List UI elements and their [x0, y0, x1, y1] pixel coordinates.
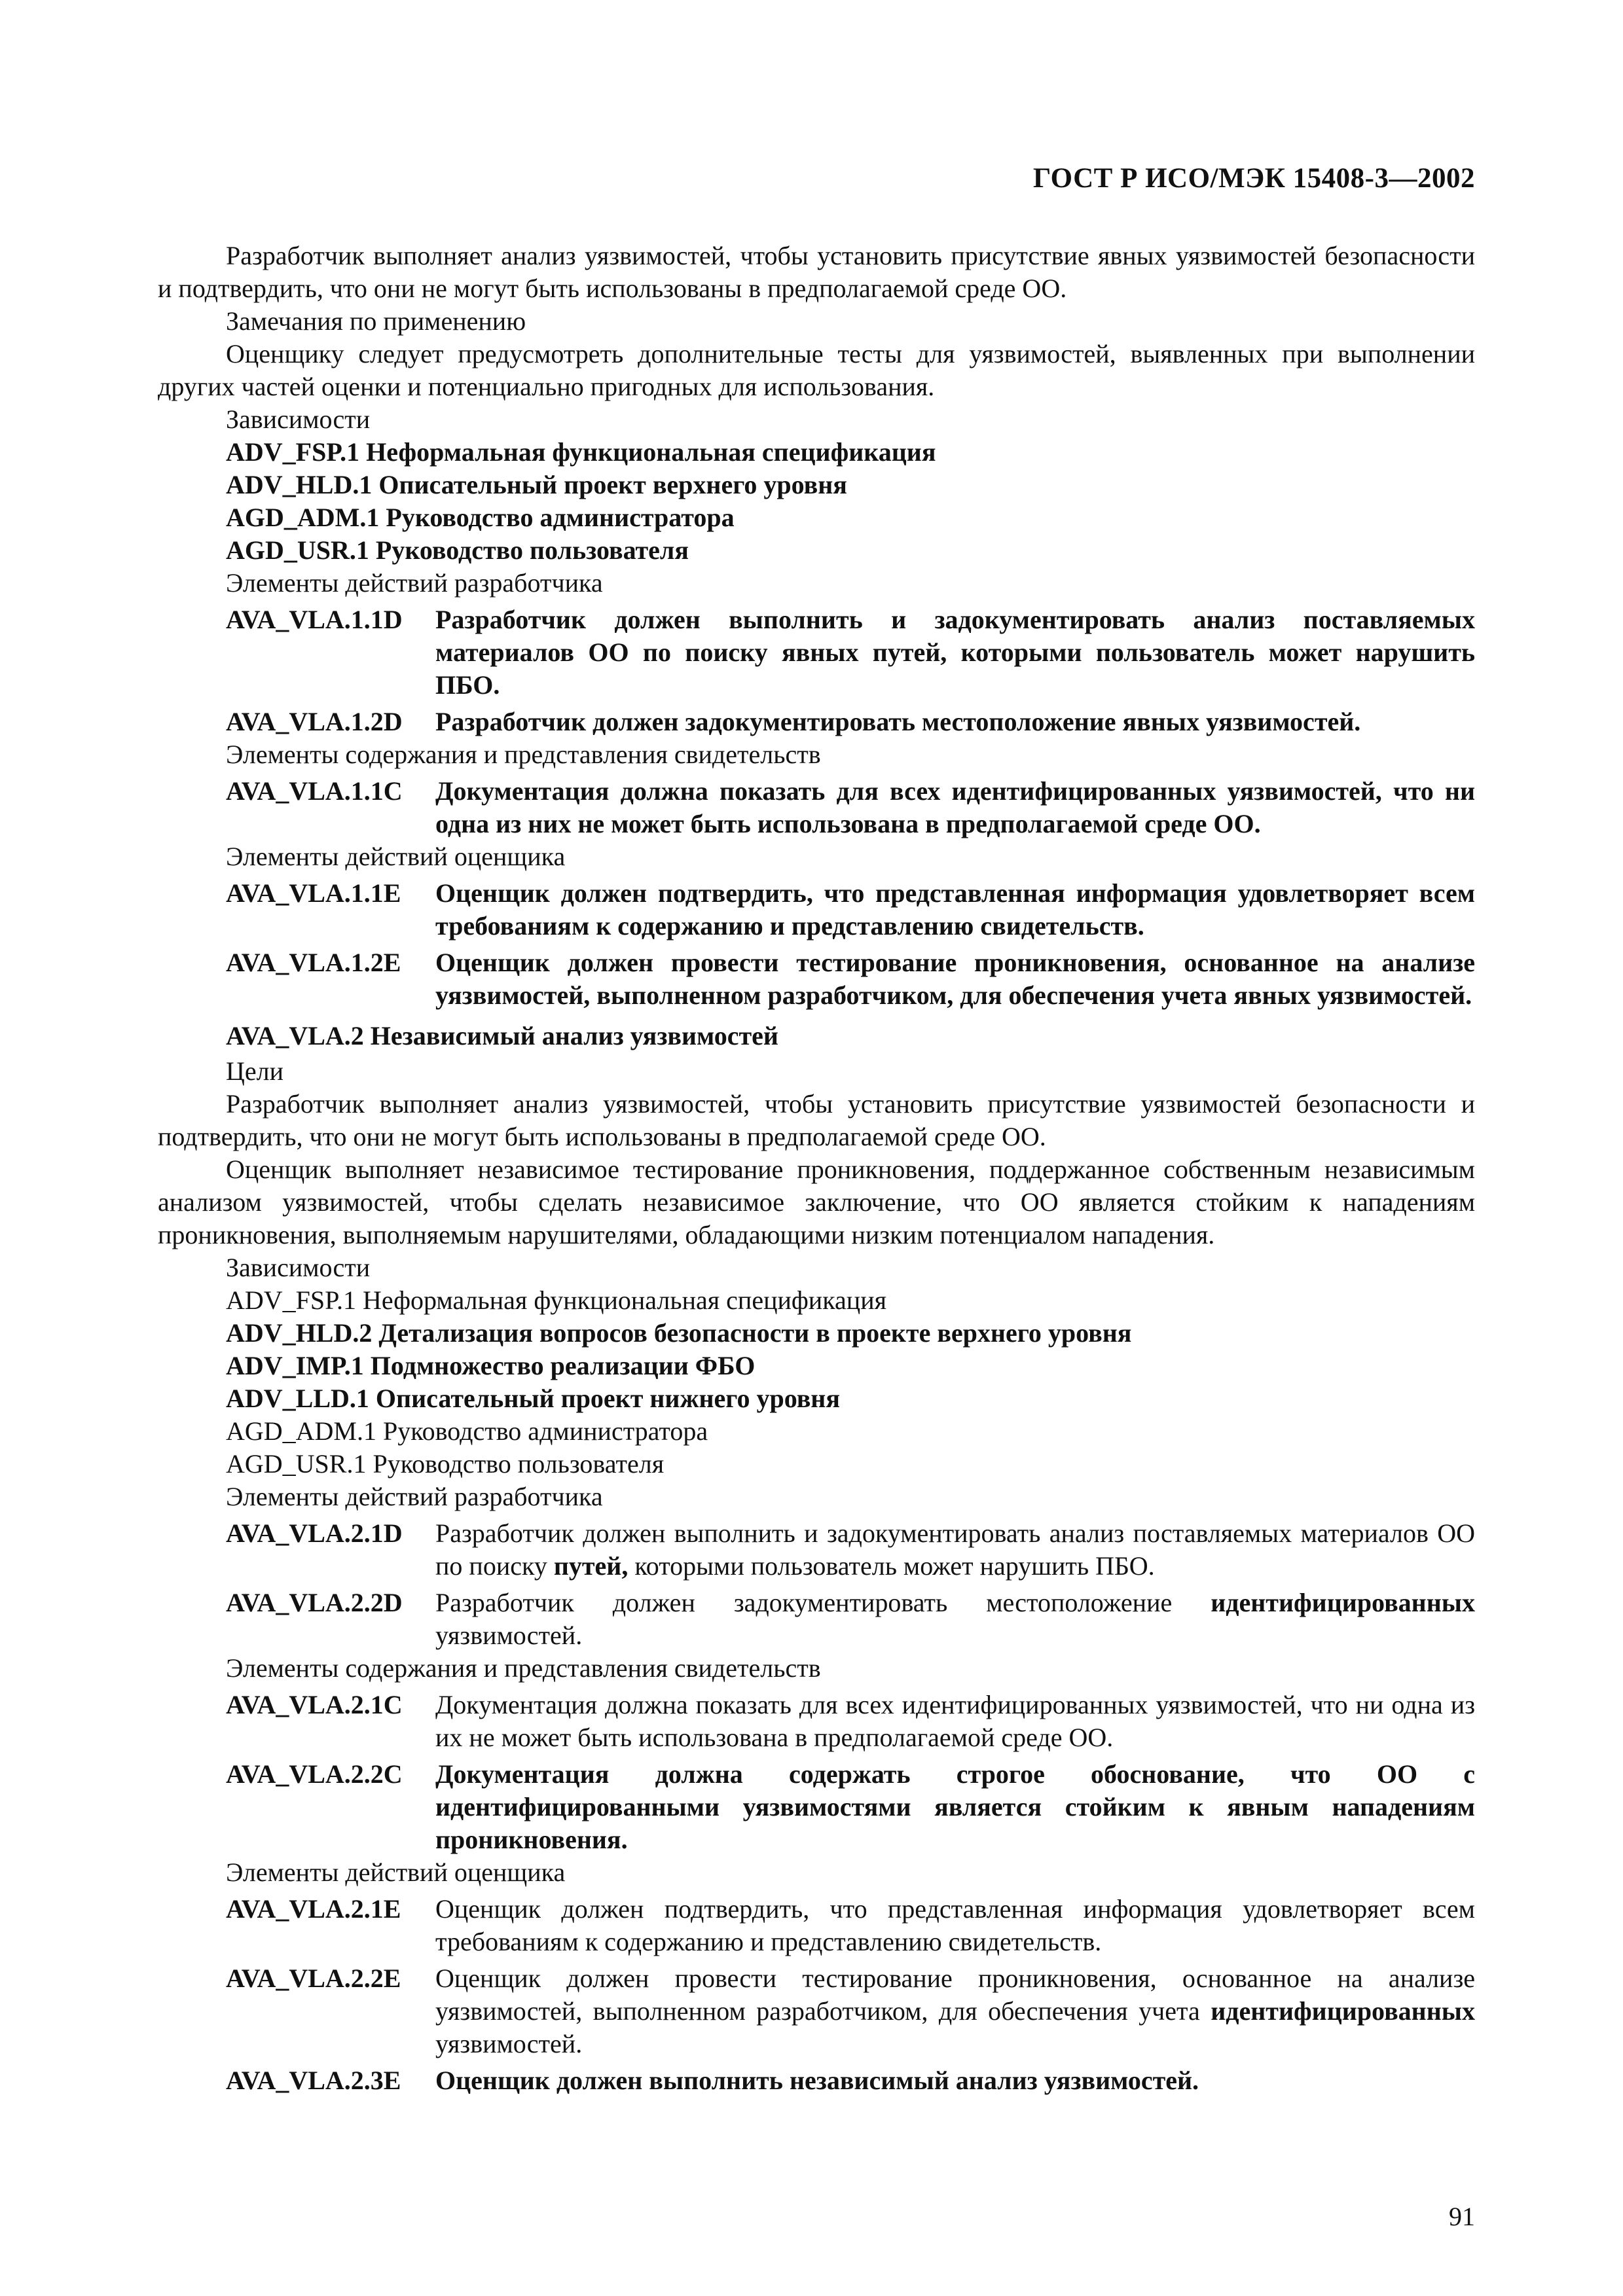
dependency-item: AGD_USR.1 Руководство пользователя — [226, 535, 689, 565]
element-text: Разработчик должен задокументировать местоположение — [435, 1588, 1211, 1617]
element-text: Оценщик должен подтвердить, что представленная информация удовлетворяет всем требованиям к содержанию и представлению свидетельств. — [435, 1894, 1475, 1956]
element-code: AVA_VLA.2.1C — [226, 1690, 403, 1719]
element-text-emphasis: идентифицированных — [1211, 1996, 1475, 2026]
element-code: AVA_VLA.1.1E — [226, 878, 401, 908]
element-text: Оценщик должен подтвердить, что представленная информация удовлетворяет всем требованиям к содержанию и представлению свидетельств. — [435, 878, 1475, 941]
requirement-element — [158, 706, 1475, 738]
dependency-item: AGD_ADM.1 Руководство администратора — [226, 503, 735, 532]
content-elements-label: Элементы содержания и представления свидетельств — [226, 740, 821, 769]
content-elements-label: Элементы содержания и представления свидетельств — [226, 1653, 821, 1683]
element-code: AVA_VLA.2.3E — [226, 2066, 401, 2095]
goals-paragraph: Разработчик выполняет анализ уязвимостей, чтобы установить присутствие уязвимостей безопасности и подтвердить, что они не могут быть использованы в предполагаемой среде ОО. — [158, 1089, 1475, 1151]
element-code: AVA_VLA.1.1C — [226, 776, 403, 806]
requirement-element — [158, 1758, 1475, 1856]
dependency-item: ADV_IMP.1 Подмножество реализации ФБО — [226, 1351, 756, 1380]
dependency-item: AGD_USR.1 Руководство пользователя — [226, 1449, 665, 1479]
element-text: уязвимостей. — [435, 1621, 583, 1650]
element-text: Разработчик должен задокументировать местоположение явных уязвимостей. — [435, 707, 1361, 736]
element-text: Оценщик должен провести тестирование проникновения, основанное на анализе уязвимостей, выполненном разработчиком, для обеспечения учета явных уязвимостей. — [435, 948, 1475, 1010]
dependencies-label: Зависимости — [226, 1253, 371, 1282]
element-text: Документация должна показать для всех идентифицированных уязвимостей, что ни одна из них не может быть использована в предполагаемой среде ОО. — [435, 776, 1475, 838]
requirement-element — [158, 877, 1475, 942]
notes-label: Замечания по применению — [226, 306, 526, 336]
dependency-item: ADV_LLD.1 Описательный проект нижнего уровня — [226, 1384, 840, 1413]
element-text: Разработчик должен выполнить и задокументировать анализ поставляемых материалов ОО по поиску — [435, 1518, 1475, 1581]
requirement-element — [158, 1893, 1475, 1958]
element-code: AVA_VLA.2.2D — [226, 1588, 403, 1617]
element-text: Документация должна содержать строгое обоснование, что ОО с идентифицированными уязвимостями является стойким к явным нападениям проникновения. — [435, 1759, 1475, 1854]
requirement-element — [158, 603, 1475, 702]
element-text: уязвимостей. — [435, 2029, 583, 2058]
dependency-item: ADV_HLD.1 Описательный проект верхнего уровня — [226, 470, 847, 499]
page-content — [158, 240, 1475, 2097]
evaluator-elements-label: Элементы действий оценщика — [226, 842, 566, 871]
developer-elements-label: Элементы действий разработчика — [226, 1482, 603, 1511]
requirement-element — [158, 1587, 1475, 1652]
element-code: AVA_VLA.2.1E — [226, 1894, 401, 1924]
dependency-item: ADV_FSP.1 Неформальная функциональная спецификация — [226, 437, 936, 467]
element-text-emphasis: идентифицированных — [1211, 1588, 1475, 1617]
element-code: AVA_VLA.1.2D — [226, 707, 403, 736]
element-code: AVA_VLA.2.2C — [226, 1759, 403, 1789]
dependency-item: AGD_ADM.1 Руководство администратора — [226, 1416, 708, 1446]
section-title: AVA_VLA.2 Независимый анализ уязвимостей — [226, 1021, 778, 1050]
requirement-element — [158, 1517, 1475, 1583]
element-code: AVA_VLA.1.1D — [226, 605, 403, 634]
requirement-element — [158, 775, 1475, 840]
goals-label: Цели — [226, 1056, 284, 1086]
element-text: Разработчик должен выполнить и задокументировать анализ поставляемых материалов ОО по поиску явных путей, которыми пользователь может нарушить ПБО. — [435, 605, 1475, 700]
requirement-element — [158, 2064, 1475, 2097]
element-text: Документация должна показать для всех идентифицированных уязвимостей, что ни одна из их не может быть использована в предполагаемой среде ОО. — [435, 1690, 1475, 1752]
notes-paragraph: Оценщику следует предусмотреть дополнительные тесты для уязвимостей, выявленных при выполнении других частей оценки и потенциально пригодных для использования. — [158, 339, 1475, 401]
document-header: ГОСТ Р ИСО/МЭК 15408-3—2002 — [1032, 163, 1475, 194]
dependency-item: ADV_HLD.2 Детализация вопросов безопасности в проекте верхнего уровня — [226, 1318, 1132, 1348]
element-text: которыми пользователь может нарушить ПБО. — [628, 1551, 1155, 1581]
page-number: 91 — [1449, 2202, 1475, 2231]
element-text: Оценщик должен выполнить независимый анализ уязвимостей. — [435, 2066, 1199, 2095]
requirement-element — [158, 946, 1475, 1012]
requirement-element — [158, 1962, 1475, 2060]
element-code: AVA_VLA.2.1D — [226, 1518, 403, 1548]
goals-paragraph: Оценщик выполняет независимое тестирование проникновения, поддержанное собственным независимым анализом уязвимостей, чтобы сделать независимое заключение, что ОО является стойким к нападениям проникновения, выполняемым нарушителями, обладающими низким потенциалом нападения. — [158, 1155, 1475, 1249]
element-text-emphasis: путей, — [553, 1551, 629, 1581]
requirement-element — [158, 1689, 1475, 1754]
developer-elements-label: Элементы действий разработчика — [226, 568, 603, 598]
evaluator-elements-label: Элементы действий оценщика — [226, 1857, 566, 1887]
dependency-item: ADV_FSP.1 Неформальная функциональная спецификация — [226, 1285, 887, 1315]
element-code: AVA_VLA.1.2E — [226, 948, 401, 977]
element-text: Оценщик должен провести тестирование проникновения, основанное на анализе уязвимостей, выполненном разработчиком, для обеспечения учета — [435, 1964, 1475, 2026]
element-code: AVA_VLA.2.2E — [226, 1964, 401, 1993]
intro-paragraph: Разработчик выполняет анализ уязвимостей, чтобы установить присутствие явных уязвимостей безопасности и подтвердить, что они не могут быть использованы в предполагаемой среде ОО. — [158, 241, 1475, 303]
dependencies-label: Зависимости — [226, 404, 371, 434]
